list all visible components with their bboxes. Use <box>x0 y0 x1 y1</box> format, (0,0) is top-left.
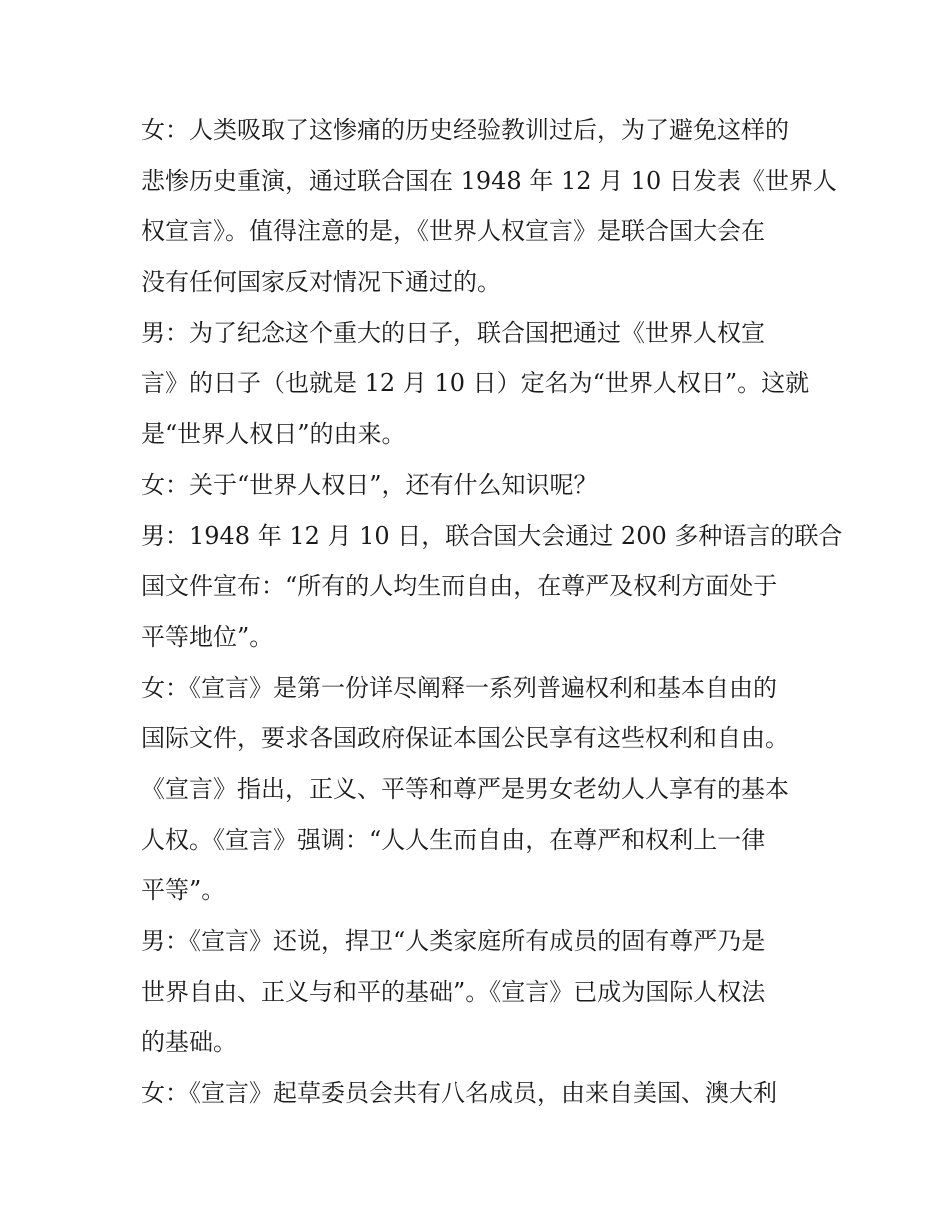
text-line: 是“世界人权日”的由来。 <box>141 420 406 449</box>
text-line: 女：人类吸取了这惨痛的历史经验教训过后，为了避免这样的 <box>141 116 789 144</box>
text-line: 男：1948 年 12 月 10 日，联合国大会通过 200 多种语言的联合 <box>141 521 843 550</box>
text-line: 国际文件，要求各国政府保证本国公民享有这些权利和自由。 <box>141 724 789 753</box>
text-line: 国文件宣布：“所有的人均生而自由，在尊严及权利方面处于 <box>141 572 778 601</box>
text-line: 世界自由、正义与和平的基础”。《宣言》已成为国际人权法 <box>141 977 766 1006</box>
text-line: 悲惨历史重演，通过联合国在 1948 年 12 月 10 日发表《世界人 <box>141 166 837 195</box>
text-line: 权宣言》。值得注意的是，《世界人权宣言》是联合国大会在 <box>141 217 765 246</box>
text-line: 平等地位”。 <box>141 622 274 651</box>
text-line: 的基础。 <box>141 1028 237 1057</box>
text-line: 男：《宣言》还说，捍卫“人类家庭所有成员的固有尊严乃是 <box>141 927 766 955</box>
dialogue-text <box>141 105 843 1119</box>
text-line: 女：关于“世界人权日”，还有什么知识呢？ <box>141 470 598 499</box>
text-line: 言》的日子（也就是 12 月 10 日）定名为“世界人权日”。这就 <box>141 369 810 398</box>
text-line: 男：为了纪念这个重大的日子，联合国把通过《世界人权宣 <box>141 318 765 347</box>
text-line: 人权。《宣言》强调：“人人生而自由，在尊严和权利上一律 <box>141 825 766 854</box>
text-line: 女：《宣言》是第一份详尽阐释一系列普遍权利和基本自由的 <box>141 673 777 702</box>
text-line: 《宣言》指出，正义、平等和尊严是男女老幼人人享有的基本 <box>141 774 789 803</box>
text-line: 没有任何国家反对情况下通过的。 <box>141 268 501 297</box>
text-line: 平等”。 <box>141 876 226 905</box>
text-line: 女：《宣言》起草委员会共有八名成员，由来自美国、澳大利 <box>141 1079 777 1108</box>
